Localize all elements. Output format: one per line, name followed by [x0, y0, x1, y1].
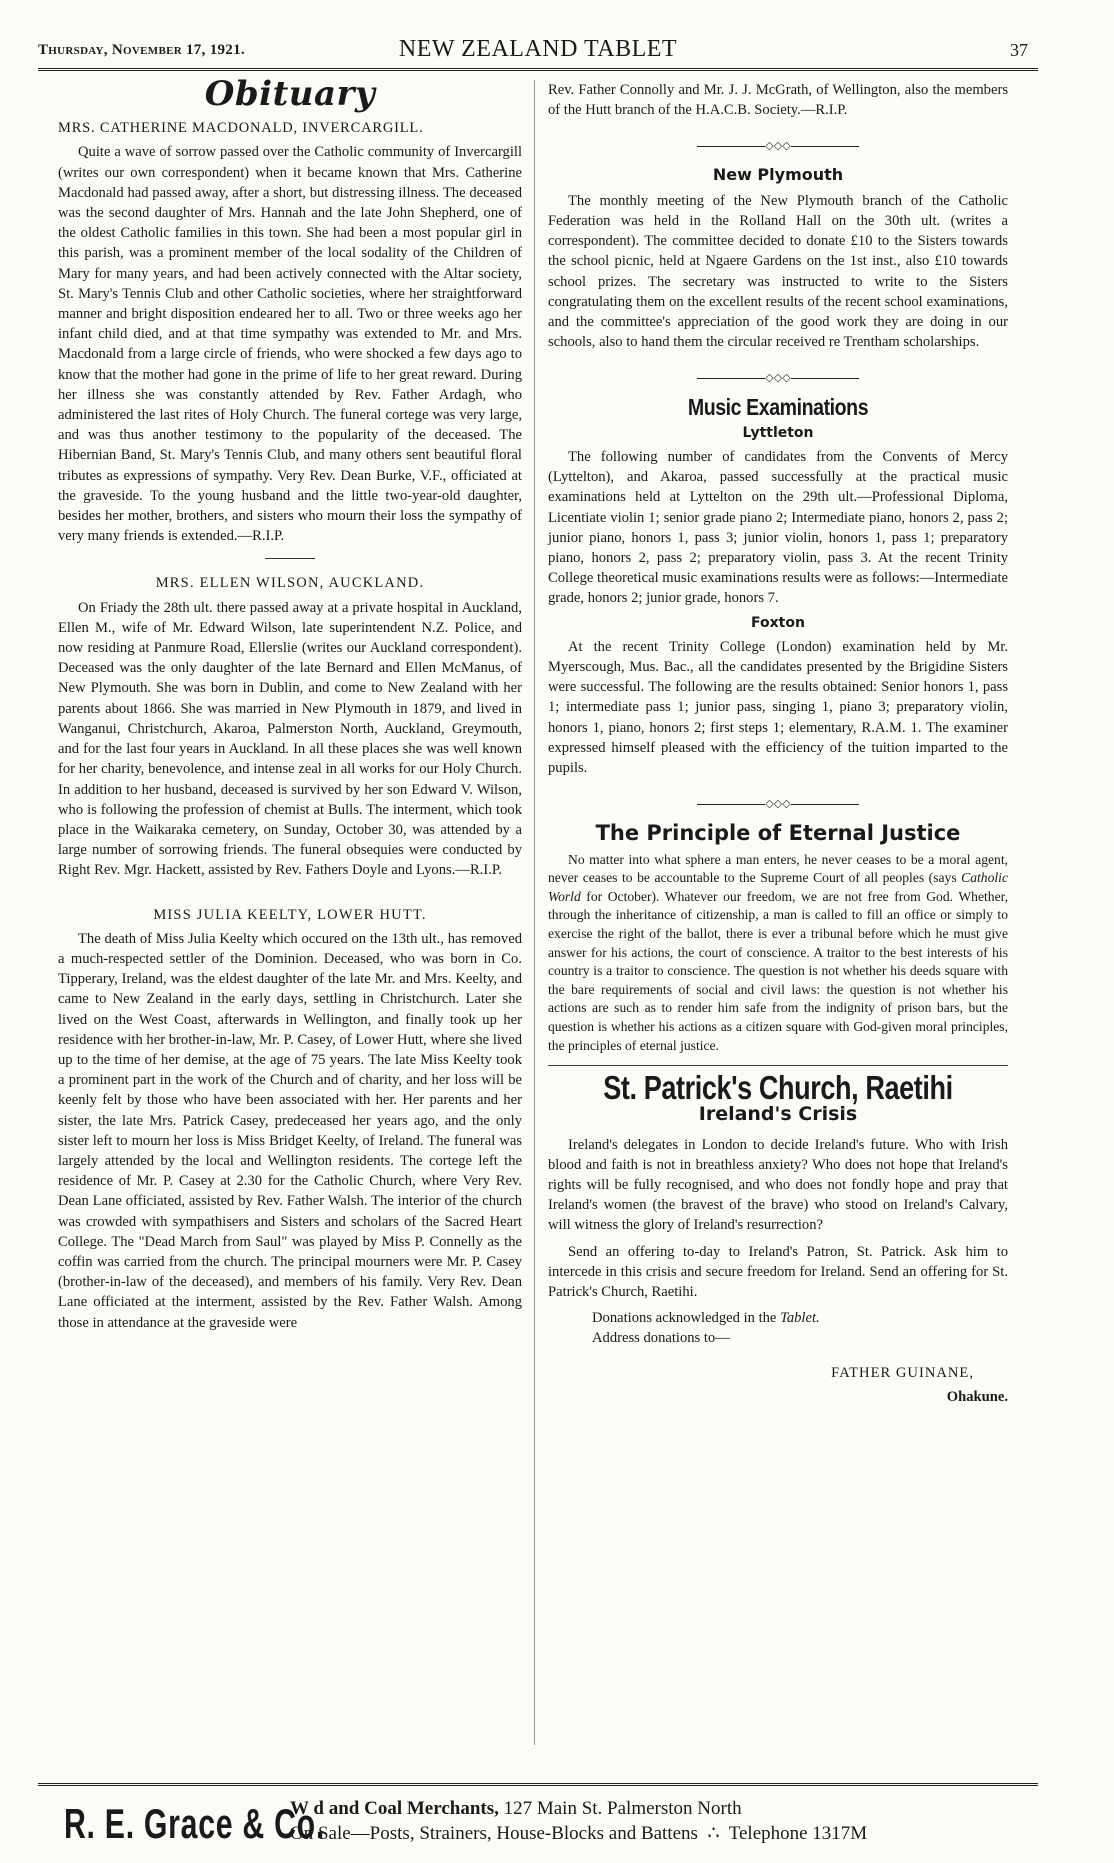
spacer	[58, 881, 522, 899]
keelty-heading: MISS JULIA KEELTY, LOWER HUTT.	[153, 906, 427, 923]
wilson-heading: MRS. ELLEN WILSON, AUCKLAND.	[155, 575, 425, 592]
keelty-continuation: Rev. Father Connolly and Mr. J. J. McGrath, of Wellington, also the members of the Hutt branch of the H.A.C.B. Society.—R.I.P.	[548, 82, 1008, 119]
ad-company-name: R. E. Grace & Co.	[64, 1800, 325, 1847]
justice-body-after: for October). Whatever our freedom, we are not free from God. Whether, through the inheritance of citizenship, a man is called to fill an office or simply to exercise the right of the ballot, there is ever a tribunal before which he must give answer for his actions, the court of conscience. A traitor to the best interests of his country is a traitor to conscience. The question is not whether his deeds square with the bare requirements of social and civil laws: the question is not whether his actions are such as to render him safe from the indignity of prison bars, but the question is whether his actions as a citizen square with God-given moral principles, the principles of eternal justice.	[548, 888, 1008, 1053]
foxton-body: At the recent Trinity College (London) examination held by Mr. Myerscough, Mus. Bac., all the candidates presented by the Brigidine Sisters were successful. The following are the results obtained: Senior honors 1, pass 1; intermediate pass 1; junior pass, singing 1, piano 3; preparatory violin, honors 1, piano, honors 2; first steps 1; elementary, R.A.M. 1. The examiner expressed himself pleased with the efficiency of the tuition imparted to the pupils.	[548, 638, 1008, 777]
new-plymouth-title: New Plymouth	[712, 164, 844, 184]
lyttleton-heading: Lyttleton	[742, 424, 814, 441]
signature-location: Ohakune.	[946, 1388, 1008, 1405]
macdonald-body: Quite a wave of sorrow passed over the Catholic community of Invercargill (writes our own correspondent) when it became known that Mrs. Catherine Macdonald had passed away, after a short, but distressing illness. The deceased was the second daughter of Mrs. Hannah and the late John Shepherd, one of the oldest Catholic families in this town. She had been a most popular girl in this parish, was a prominent member of the local sodality of the Children of Mary for many years, and had been actively connected with the Altar society, St. Mary's Tennis Club and other Catholic societies, where her straightforward manner and bright disposition endeared her to all. Two or three weeks ago her infant child died, and at that time sympathy was extended to Mr. and Mrs. Macdonald from a large circle of friends, who were shocked a few days ago to know that the mother had gone in the prime of life to her great reward. During her illness she was constantly attended by Rev. Father Ardagh, who administered the last rites of Holy Church. The funeral cortege was very large, and was thus another testimony to the popularity of the deceased. The Hibernian Band, St. Mary's Tennis Club, and many others sent beautiful floral tributes as expressions of sympathy. Very Rev. Dean Burke, V.F., officiated at the graveside. To the young husband and the little two-year-old daughter, besides her mother, brothers, and sisters who mourn their loss the sympathy of very many friends is extended.—R.I.P.	[58, 144, 522, 545]
macdonald-heading: MRS. CATHERINE MACDONALD, INVERCARGILL.	[58, 120, 424, 137]
justice-source: Catholic World	[548, 870, 1008, 904]
ad-trade: W d and Coal Merchants,	[290, 1798, 499, 1819]
left-column	[58, 74, 522, 1333]
ornament-divider: ◇◇◇	[548, 368, 1008, 388]
st-patricks-title: St. Patrick's Church, Raetihi	[603, 1069, 953, 1107]
ornament-divider: ◇◇◇	[548, 794, 1008, 814]
wilson-body: On Friady the 28th ult. there passed away at a private hospital in Auckland, Ellen M., wife of Mr. Edward Wilson, late superintendent N.Z. Police, and now residing at Panmure Road, Ellerslie (writes our Auckland correspondent). Deceased was the only daughter of the late Bernard and Ellen McManus, of New Plymouth. She was born in Dublin, and come to New Zealand with her parents about 1866. She was married in New Plymouth in 1879, and lived in Wanganui, Christchurch, Akaroa, Palmerston North, Auckland, Greymouth, and for the last four years in Auckland. In all these places she was well known for her charity, benevolence, and intense zeal in all works for our Holy Church. In addition to her husband, deceased is survived by her son Edward V. Wilson, who is following the profession of chemist at Bulls. The interment, which took place in the Waikaraka cemetery, on Sunday, October 30, was attended by a large number of sorrowing friends. The funeral obsequies were conducted by Right Rev. Mgr. Hackett, assisted by Rev. Fathers Doyle and Lyons.—R.I.P.	[58, 599, 522, 879]
justice-body-before: No matter into what sphere a man enters, he never ceases to be a moral agent, never ceases to be accountable to the Supreme Court of all peoples (says	[548, 851, 1008, 886]
donations-text: Donations acknowledged in the	[592, 1310, 781, 1327]
ad-on-sale: On Sale—Posts, Strainers, House-Blocks and Battens	[290, 1823, 698, 1844]
address-line: Address donations to—	[592, 1330, 730, 1347]
ad-separator: ∴	[707, 1823, 720, 1844]
donations-paper: Tablet.	[780, 1310, 820, 1327]
page-number: 37	[1010, 40, 1028, 60]
music-title: Music Examinations	[687, 393, 869, 420]
justice-title: The Principle of Eternal Justice	[595, 820, 961, 845]
ad-address: 127 Main St. Palmerston North	[503, 1798, 742, 1819]
ornament-divider: ◇◇◇	[548, 136, 1008, 156]
keelty-body: The death of Miss Julia Keelty which occured on the 13th ult., has removed a much-respected settler of the Dominion. Deceased, who was born in Co. Tipperary, Ireland, was the eldest daughter of the late Mr. and Mrs. Keelty, and came to New Zealand in the early days, settling in Christchurch. Later she lived on the West Coast, afterwards in Wellington, and finally took up her residence with her brother-in-law, Mr. P. Casey, of Lower Hutt, where she lived up to the time of her demise, at the age of 75 years. The late Miss Keelty took a prominent part in the work of the Church and of charity, and her loss will be keenly felt by those who have been associated with her. Her parents and her sister, the late Mrs. Patrick Casey, predeceased her years ago, and the only sister left to mourn her loss is Miss Bridget Keelty, of Ireland. The funeral was largely attended by the local and Wellington residents. The cortege left the residence of Mr. P. Casey at 2.30 for the Catholic Church, where Very Rev. Dean Lane officiated, assisted by Rev. Father Walsh. The interior of the church was crowded with sympathisers and Sisters and scholars of the Sacred Heart College. The "Dead March from Saul" was played by Miss P. Connelly as the coffin was carried from the church. The principal mourners were Mr. P. Casey (brother-in-law of the deceased), and members of his family. Very Rev. Dean Lane officiated at the interment, assisted by the Rev. Father Walsh. Among those in attendance at the graveside were	[58, 930, 522, 1331]
st-patricks-para1: Ireland's delegates in London to decide Ireland's future. Who with Irish blood and faith is not in breathless anxiety? Who does not hope that Ireland's rights will be fully recognised, and who does not fondly hope and pray that Ireland's women (the bravest of the brave) who stood on Ireland's Calvary, will witness the glory of Ireland's resurrection?	[548, 1136, 1008, 1234]
signature: FATHER GUINANE,	[831, 1364, 974, 1381]
st-patricks-subtitle: Ireland's Crisis	[698, 1103, 858, 1126]
ad-line-2	[290, 1822, 867, 1845]
justice-body	[548, 851, 1008, 1056]
column-divider	[534, 80, 535, 1745]
donations-line	[548, 1308, 1008, 1328]
obituary-title: Obituary	[204, 74, 376, 114]
ad-line-1	[290, 1798, 742, 1820]
header-date: Thursday, November 17, 1921.	[38, 42, 245, 58]
ad-telephone: Telephone 1317M	[728, 1823, 868, 1844]
right-column	[548, 80, 1008, 1407]
st-patricks-para2: Send an offering to-day to Ireland's Patron, St. Patrick. Ask him to intercede in this crisis and secure freedom for Ireland. Send an offering for St. Patrick's Church, Raetihi.	[548, 1243, 1008, 1301]
new-plymouth-body: The monthly meeting of the New Plymouth branch of the Catholic Federation was held in the Rolland Hall on the 30th ult. (writes a correspondent). The committee decided to donate £10 to the Sisters towards the school picnic, held at Ngaere Gardens on the 1st inst., also £10 towards school prizes. The secretary was instructed to write to the Sisters congratulating them on the excellent results of the recent school examinations, and the committee's appreciation of the good work they are doing in our schools, also to hand them the circular received re Trentham scholarships.	[548, 192, 1008, 351]
section-rule	[265, 558, 315, 559]
section-rule	[548, 1065, 1008, 1066]
lyttleton-body: The following number of candidates from the Convents of Mercy (Lyttelton), and Akaroa, passed successfully at the practical music examinations held at Lyttelton on the 29th ult.—Professional Diploma, Licentiate violin 1; senior grade piano 2; Intermediate piano, honors 2, pass 2; junior piano, honors 1, pass 3; junior violin, honors 1, pass 1; preparatory piano, honors 2, pass 2; preparatory violin, pass 3. At the recent Trinity College theoretical music examinations results were as follows:—Intermediate grade, honors 2; junior grade, honors 7.	[548, 449, 1008, 607]
foxton-heading: Foxton	[751, 614, 805, 631]
publication-title: NEW ZEALAND TABLET	[398, 36, 678, 62]
page-header	[38, 38, 1038, 71]
footer-advertisement	[38, 1783, 1038, 1856]
